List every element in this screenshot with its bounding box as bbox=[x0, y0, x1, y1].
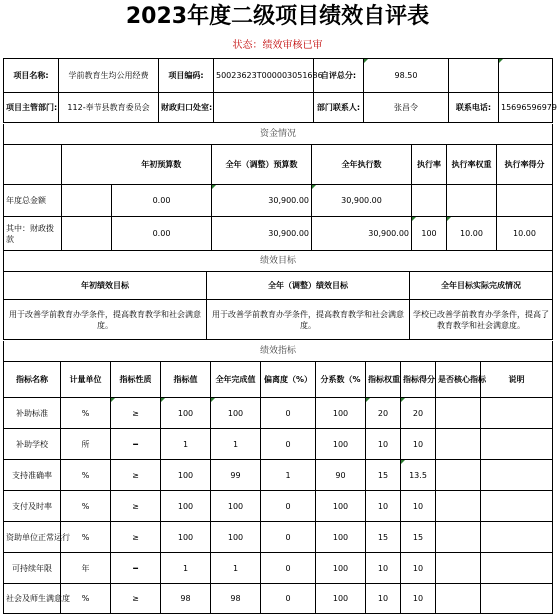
table-row: 支付及时率 % ≥ 100 100 0 100 10 10 bbox=[4, 491, 553, 522]
status-text: 状态：绩效审核已审 bbox=[232, 40, 323, 51]
funds-header-adjusted: 全年（调整）预算数 bbox=[212, 145, 312, 185]
score-value: 98.50 bbox=[364, 59, 449, 93]
ind-header-weight: 指标权重 bbox=[366, 362, 401, 398]
indicators-section-title: 绩效指标 bbox=[3, 341, 553, 361]
funds-row: 年度总金额 0.00 30,900.00 30,900.00 bbox=[4, 185, 553, 217]
phone-value: 15696596979 bbox=[499, 93, 553, 123]
table-row: 支持准确率 % ≥ 100 99 1 90 15 13.5 bbox=[4, 460, 553, 491]
table-row: 社会及师生满意度 % ≥ 98 98 0 100 10 10 bbox=[4, 584, 553, 614]
ind-header-unit: 计量单位 bbox=[61, 362, 111, 398]
table-row: 资助单位正常运行 % ≥ 100 100 0 100 15 15 bbox=[4, 522, 553, 553]
goals-initial-text: 用于改善学前教育办学条件，提高教育教学和社会满意度。 bbox=[4, 300, 207, 340]
funds-header-initial: 年初预算数 bbox=[112, 145, 212, 185]
ind-header-actual: 全年完成值 bbox=[211, 362, 261, 398]
ind-header-dev: 偏离度（%） bbox=[261, 362, 316, 398]
score-label: 自评总分: bbox=[314, 59, 364, 93]
goals-actual-text: 学校已改善学前教育办学条件，提高了教育教学和社会满意度。 bbox=[410, 300, 553, 340]
finance-label: 财政归口处室: bbox=[159, 93, 214, 123]
project-name-value: 学前教育生均公用经费 bbox=[59, 59, 159, 93]
table-row: 补助学校 所 ━ 1 1 0 100 10 10 bbox=[4, 429, 553, 460]
indicators-table bbox=[3, 361, 553, 614]
page-title: 2023年度二级项目绩效自评表 bbox=[125, 4, 430, 29]
project-code-value: 50023623T000003051686 bbox=[214, 59, 314, 93]
dept-label: 项目主管部门: bbox=[4, 93, 59, 123]
ind-header-name: 指标名称 bbox=[4, 362, 61, 398]
ind-header-note: 说明 bbox=[481, 362, 553, 398]
dept-value: 112-奉节县教育委员会 bbox=[59, 93, 159, 123]
funds-header-rate: 执行率 bbox=[412, 145, 447, 185]
ind-header-target: 指标值 bbox=[161, 362, 211, 398]
ind-header-score: 指标得分 bbox=[401, 362, 436, 398]
goals-header-initial: 年初绩效目标 bbox=[4, 272, 207, 300]
ind-header-coef: 分系数（% bbox=[316, 362, 366, 398]
table-row: 可持续年限 年 ━ 1 1 0 100 10 10 bbox=[4, 553, 553, 584]
funds-header-score: 执行率得分 bbox=[497, 145, 553, 185]
goals-header-actual: 全年目标实际完成情况 bbox=[410, 272, 553, 300]
goals-header-adjusted: 全年（调整）绩效目标 bbox=[207, 272, 410, 300]
contact-value: 张昌令 bbox=[364, 93, 449, 123]
goals-table bbox=[3, 271, 553, 340]
info-table bbox=[3, 58, 557, 123]
goals-section-title: 绩效目标 bbox=[3, 251, 553, 271]
contact-label: 部门联系人: bbox=[314, 93, 364, 123]
ind-header-core: 是否核心指标 bbox=[436, 362, 481, 398]
project-code-label: 项目编码: bbox=[159, 59, 214, 93]
funds-header-weight: 执行率权重 bbox=[447, 145, 497, 185]
funds-section-title: 资金情况 bbox=[3, 124, 553, 144]
table-row: 补助标准 % ≥ 100 100 0 100 20 20 bbox=[4, 398, 553, 429]
finance-value bbox=[214, 93, 314, 123]
goals-adjusted-text: 用于改善学前教育办学条件，提高教育教学和社会满意度。 bbox=[207, 300, 410, 340]
project-name-label: 项目名称: bbox=[4, 59, 59, 93]
funds-row-label: 年度总金额 bbox=[4, 185, 62, 217]
funds-header-executed: 全年执行数 bbox=[312, 145, 412, 185]
funds-row: 其中：财政拨款 0.00 30,900.00 30,900.00 100 10.00 10.00 bbox=[4, 217, 553, 251]
phone-label: 联系电话: bbox=[449, 93, 499, 123]
funds-row-label: 其中：财政拨款 bbox=[4, 217, 62, 251]
funds-table bbox=[3, 144, 553, 251]
ind-header-nature: 指标性质 bbox=[111, 362, 161, 398]
